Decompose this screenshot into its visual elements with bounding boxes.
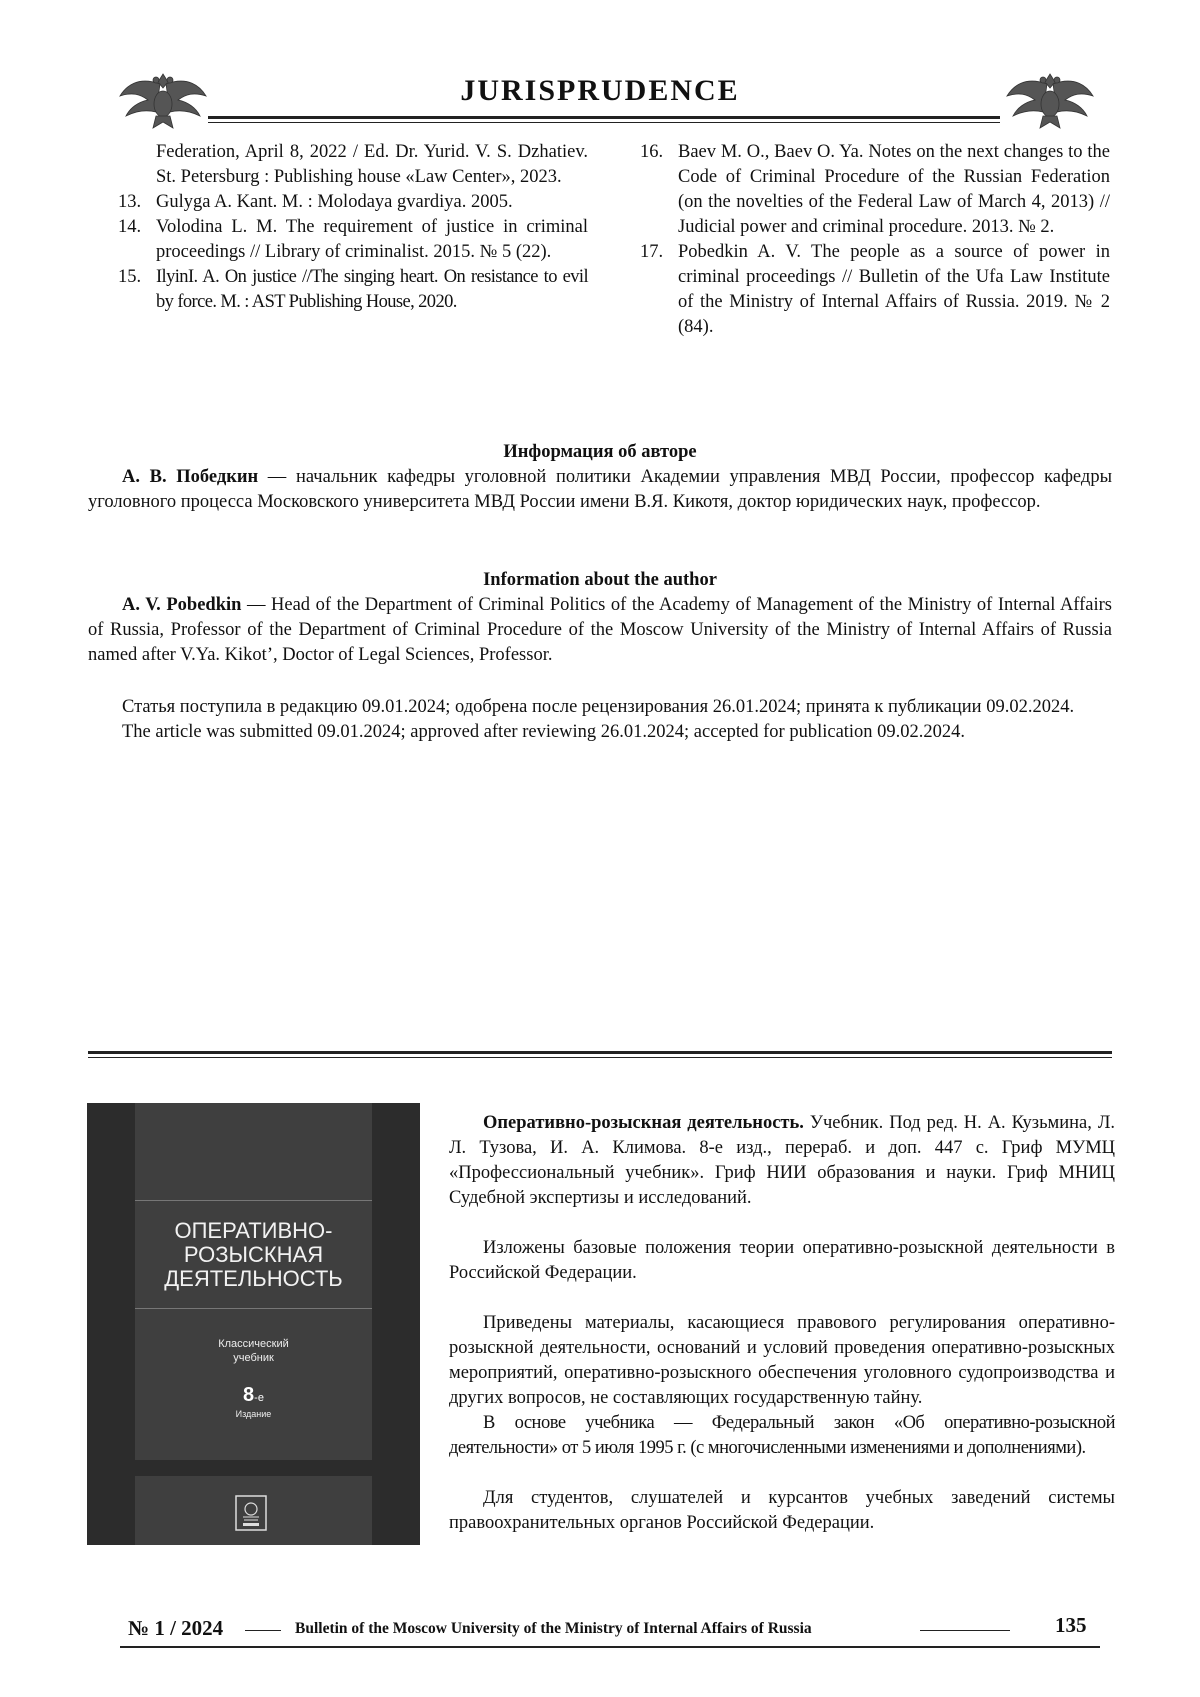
reference-item	[118, 190, 588, 215]
cover-subtitle-line: Классический	[218, 1338, 289, 1350]
author-description: — начальник кафедры уголовной политики Академии управления МВД России, профессор кафедры уголовного процесса Московского университета МВД России имени В.Я. Кикотя, доктор юридических наук, профессор.	[88, 467, 1112, 512]
reference-item	[118, 265, 588, 315]
reference-text: Volodina L. M. The requirement of justice in criminal proceedings // Library of criminalist. 2015. № 5 (22).	[156, 217, 588, 262]
cover-subtitle-line: учебник	[233, 1352, 274, 1364]
references-right-column	[640, 140, 1110, 340]
cover-title-text: ОПЕРАТИВНО-РОЗЫСКНАЯ ДЕЯТЕЛЬНОСТЬ	[164, 1218, 343, 1291]
reference-number	[118, 140, 156, 190]
section-divider	[88, 1051, 1112, 1054]
footer-rule	[120, 1646, 1100, 1648]
reference-number: 17.	[640, 242, 664, 262]
publisher-logo-icon	[235, 1495, 267, 1531]
author-info-paragraph	[88, 593, 1112, 668]
book-paragraph: Приведены материалы, касающиеся правового регулирования оперативно-розыскной деятельности, оснований и условий проведения оперативно-розыскных мероприятий, оперативно-розыскного обеспечения уголовного судопроизводства и других вопросов, не составляющих государственную тайну.	[449, 1313, 1115, 1408]
book-details: Учебник. Под ред. Н. А. Кузьмина, Л. Л. Тузова, И. А. Климова. 8-е изд., перераб. и доп. 447 с. Гриф МУМЦ «Профессиональный учебник». Гриф НИИ образования и науки. Гриф МНИЦ Судебной экспертизы и исследований.	[449, 1113, 1115, 1208]
references-left-column	[118, 140, 588, 315]
author-name: A. V. Pobedkin	[122, 595, 242, 615]
reference-text: IlyinI. A. On justice //The singing heart. On resistance to evil by force. M. : AST Publishing House, 2020.	[156, 267, 588, 312]
reference-number: 15.	[118, 267, 142, 287]
book-cover-image	[87, 1103, 420, 1545]
author-info-heading: Информация об авторе	[503, 442, 697, 462]
reference-item	[118, 140, 588, 190]
reference-item	[640, 140, 1110, 240]
cover-rule	[135, 1308, 372, 1309]
double-headed-eagle-icon	[1005, 66, 1095, 130]
cover-edition	[135, 1384, 372, 1407]
issue-number: № 1 / 2024	[128, 1616, 224, 1640]
cover-edition-number: 8	[243, 1384, 255, 1406]
reference-number: 16.	[640, 142, 664, 162]
book-description	[449, 1111, 1115, 1536]
cover-edition-suffix: -е	[254, 1392, 264, 1404]
header-rule	[208, 122, 1000, 123]
cover-title	[135, 1219, 372, 1291]
book-paragraph: Изложены базовые положения теории оперативно-розыскной деятельности в Российской Федерации.	[449, 1238, 1115, 1283]
page-number: 135	[1055, 1613, 1087, 1637]
section-title: JURISPRUDENCE	[460, 74, 740, 107]
section-divider	[88, 1057, 1112, 1058]
footer-dash	[920, 1630, 1010, 1631]
page-footer	[120, 1613, 1100, 1656]
reference-item	[118, 215, 588, 265]
reference-item	[640, 240, 1110, 340]
reference-number: 14.	[118, 217, 142, 237]
author-description: — Head of the Department of Criminal Politics of the Academy of Management of the Ministry of Internal Affairs of Russia, Professor of the Department of Criminal Procedure of the Moscow University of the Ministry of Internal Affairs of Russia named after V.Ya. Kikot’, Doctor of Legal Sciences, Professor.	[88, 595, 1112, 665]
cover-rule	[135, 1200, 372, 1201]
cover-subtitle	[135, 1337, 372, 1365]
header-rule	[208, 116, 1000, 119]
reference-text: Baev M. O., Baev O. Ya. Notes on the next changes to the Code of Criminal Procedure of the Russian Federation (on the novelties of the Federal Law of March 4, 2013) // Judicial power and criminal procedure. 2013. № 2.	[678, 142, 1110, 237]
article-dates-ru: Статья поступила в редакцию 09.01.2024; одобрена после рецензирования 26.01.2024; принята к публикации 09.02.2024.	[122, 697, 1075, 717]
book-bibliography	[449, 1111, 1115, 1211]
page-header	[0, 0, 1200, 130]
journal-name: Bulletin of the Moscow University of the Ministry of Internal Affairs of Russia	[295, 1620, 812, 1637]
book-title: Оперативно-розыскная деятельность.	[483, 1113, 804, 1133]
book-paragraph: Для студентов, слушателей и курсантов учебных заведений системы правоохранительных органов Российской Федерации.	[449, 1488, 1115, 1533]
footer-dash	[245, 1630, 281, 1631]
cover-edition-label: Издание	[235, 1409, 272, 1419]
reference-text: Gulyga A. Kant. M. : Molodaya gvardiya. 2005.	[156, 192, 513, 212]
reference-number: 13.	[118, 192, 142, 212]
book-paragraph: В основе учебника — Федеральный закон «Об оперативно-розыскной деятельности» от 5 июля 1995 г. (с многочисленными изменениями и дополнениями).	[449, 1413, 1115, 1458]
reference-text: Federation, April 8, 2022 / Ed. Dr. Yurid. V. S. Dzhatiev. St. Petersburg : Publishing house «Law Center», 2023.	[156, 142, 588, 187]
author-info-ru	[88, 440, 1112, 515]
article-dates	[88, 695, 1112, 745]
author-info-paragraph	[88, 465, 1112, 515]
author-name: А. В. Победкин	[122, 467, 259, 487]
article-dates-en: The article was submitted 09.01.2024; approved after reviewing 26.01.2024; accepted for publication 09.02.2024.	[122, 722, 966, 742]
reference-text: Pobedkin A. V. The people as a source of power in criminal proceedings // Bulletin of the Ufa Law Institute of the Ministry of Internal Affairs of Russia. 2019. № 2 (84).	[678, 242, 1110, 337]
author-info-en	[88, 568, 1112, 668]
author-info-heading: Information about the author	[483, 570, 717, 590]
